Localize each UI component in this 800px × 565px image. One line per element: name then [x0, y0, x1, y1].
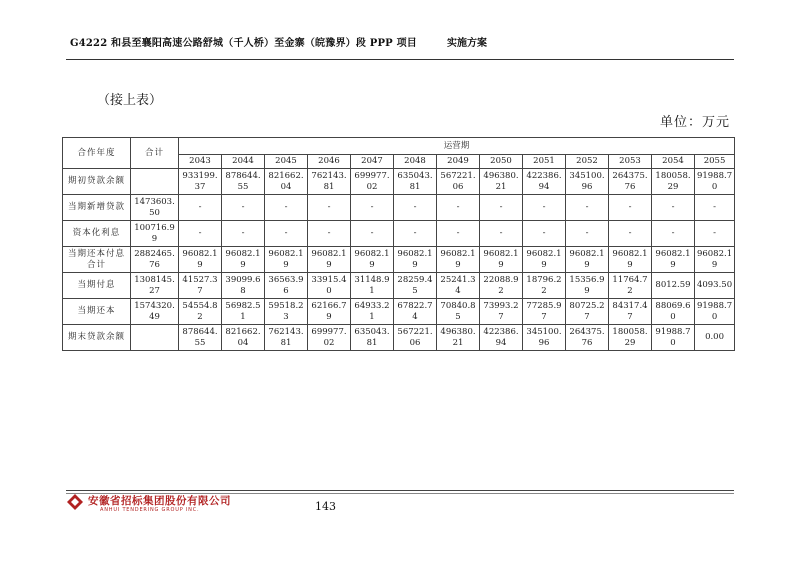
table-cell: 80725.27 — [566, 299, 609, 325]
row-label: 当期还本付息合计 — [63, 247, 131, 273]
table-cell: 36563.96 — [265, 273, 308, 299]
table-cell: 56982.51 — [222, 299, 265, 325]
document-header-title: G4222 和县至襄阳高速公路舒城（千人桥）至金寨（皖豫界）段 PPP 项目 — [70, 38, 417, 49]
table-cell: - — [179, 195, 222, 221]
table-cell: 345100.96 — [523, 325, 566, 351]
table-cell: 96082.19 — [695, 247, 735, 273]
unit-label: 单位：万元 — [659, 115, 730, 130]
table-cell: - — [394, 195, 437, 221]
continued-label: （接上表） — [97, 93, 163, 108]
table-cell: 59518.23 — [265, 299, 308, 325]
table-cell: - — [308, 195, 351, 221]
table-cell: - — [437, 195, 480, 221]
year-header-cell: 2047 — [351, 155, 394, 169]
table-cell: 264375.76 — [566, 325, 609, 351]
table-cell: - — [566, 195, 609, 221]
table-cell: 96082.19 — [394, 247, 437, 273]
table-cell: 70840.85 — [437, 299, 480, 325]
table-cell: 567221.06 — [437, 169, 480, 195]
year-header-cell: 2046 — [308, 155, 351, 169]
table-cell: - — [480, 221, 523, 247]
year-header-cell: 2043 — [179, 155, 222, 169]
year-header-cell: 2051 — [523, 155, 566, 169]
table-cell: - — [609, 195, 652, 221]
table-cell: 422386.94 — [480, 325, 523, 351]
table-cell: 567221.06 — [394, 325, 437, 351]
table-cell: 0.00 — [695, 325, 735, 351]
table-cell: 762143.81 — [265, 325, 308, 351]
table-cell: - — [222, 221, 265, 247]
table-cell: 878644.55 — [222, 169, 265, 195]
table-cell: 31148.91 — [351, 273, 394, 299]
row-label: 当期付息 — [63, 273, 131, 299]
table-cell: 821662.04 — [265, 169, 308, 195]
table-cell: 88069.60 — [652, 299, 695, 325]
row-total — [131, 325, 179, 351]
loan-repayment-table — [62, 137, 735, 351]
company-logo-english: ANHUI TENDERING GROUP INC. — [100, 507, 200, 513]
table-cell: 54554.82 — [179, 299, 222, 325]
table-cell: 345100.96 — [566, 169, 609, 195]
year-header-cell: 2054 — [652, 155, 695, 169]
table-cell: 496380.21 — [480, 169, 523, 195]
table-cell: 496380.21 — [437, 325, 480, 351]
table-cell: - — [695, 221, 735, 247]
table-cell: 33915.40 — [308, 273, 351, 299]
table-cell: - — [308, 221, 351, 247]
table-cell: 878644.55 — [179, 325, 222, 351]
table-cell: 15356.99 — [566, 273, 609, 299]
row-label: 当期还本 — [63, 299, 131, 325]
table-row — [63, 299, 735, 325]
table-cell: 635043.81 — [394, 169, 437, 195]
row-total: 1308145.27 — [131, 273, 179, 299]
table-row — [63, 195, 735, 221]
table-cell: - — [695, 195, 735, 221]
table-cell: 96082.19 — [179, 247, 222, 273]
table-cell: 91988.70 — [695, 299, 735, 325]
table-cell: - — [265, 195, 308, 221]
table-row — [63, 169, 735, 195]
header-total: 合计 — [131, 138, 179, 169]
year-header-cell: 2053 — [609, 155, 652, 169]
row-total: 1574320.49 — [131, 299, 179, 325]
row-total: 100716.99 — [131, 221, 179, 247]
table-cell: - — [351, 221, 394, 247]
table-cell: 22088.92 — [480, 273, 523, 299]
table-cell: 96082.19 — [351, 247, 394, 273]
table-cell: - — [652, 195, 695, 221]
document-header-section: 实施方案 — [447, 38, 487, 49]
table-cell: 96082.19 — [222, 247, 265, 273]
table-cell: 28259.45 — [394, 273, 437, 299]
table-cell: 91988.70 — [652, 325, 695, 351]
company-logo-icon — [66, 493, 84, 511]
table-cell: - — [351, 195, 394, 221]
table-cell: 96082.19 — [265, 247, 308, 273]
table-cell: - — [480, 195, 523, 221]
table-cell: 96082.19 — [437, 247, 480, 273]
table-row — [63, 273, 735, 299]
table-cell: 8012.59 — [652, 273, 695, 299]
year-header-cell: 2050 — [480, 155, 523, 169]
table-cell: 25241.34 — [437, 273, 480, 299]
table-cell: - — [566, 221, 609, 247]
table-cell: 39099.68 — [222, 273, 265, 299]
row-total: 2882465.76 — [131, 247, 179, 273]
table-cell: 821662.04 — [222, 325, 265, 351]
table-cell: 933199.37 — [179, 169, 222, 195]
table-cell: 73993.27 — [480, 299, 523, 325]
row-label: 期末贷款余额 — [63, 325, 131, 351]
table-cell: 635043.81 — [351, 325, 394, 351]
page-number: 143 — [315, 500, 336, 513]
table-cell: 18796.22 — [523, 273, 566, 299]
header-rule — [66, 59, 734, 60]
row-label: 当期新增贷款 — [63, 195, 131, 221]
table-cell: - — [265, 221, 308, 247]
table-cell: 62166.79 — [308, 299, 351, 325]
table-cell: 41527.37 — [179, 273, 222, 299]
table-cell: 96082.19 — [523, 247, 566, 273]
table-cell: 422386.94 — [523, 169, 566, 195]
row-label: 资本化利息 — [63, 221, 131, 247]
table-cell: 84317.47 — [609, 299, 652, 325]
table-cell: 77285.97 — [523, 299, 566, 325]
company-logo-name: 安徽省招标集团股份有限公司 — [88, 495, 231, 507]
table-cell: 699977.02 — [308, 325, 351, 351]
table-cell: - — [523, 221, 566, 247]
table-row — [63, 247, 735, 273]
footer-rule — [66, 490, 734, 491]
table-cell: 96082.19 — [652, 247, 695, 273]
table-cell: 699977.02 — [351, 169, 394, 195]
table-cell: - — [222, 195, 265, 221]
table-cell: - — [523, 195, 566, 221]
table-cell: 96082.19 — [566, 247, 609, 273]
year-header-cell: 2055 — [695, 155, 735, 169]
table-cell: 67822.74 — [394, 299, 437, 325]
table-cell: 96082.19 — [308, 247, 351, 273]
table-cell: 96082.19 — [480, 247, 523, 273]
header-cooperation-year: 合作年度 — [63, 138, 131, 169]
row-total — [131, 169, 179, 195]
table-cell: 180058.29 — [609, 325, 652, 351]
table-cell: - — [179, 221, 222, 247]
table-row — [63, 325, 735, 351]
table-row — [63, 221, 735, 247]
table-cell: 11764.72 — [609, 273, 652, 299]
table-cell: 96082.19 — [609, 247, 652, 273]
table-cell: - — [609, 221, 652, 247]
row-label: 期初贷款余额 — [63, 169, 131, 195]
year-header-cell: 2049 — [437, 155, 480, 169]
year-header-cell: 2052 — [566, 155, 609, 169]
table-cell: - — [652, 221, 695, 247]
table-cell: - — [437, 221, 480, 247]
table-cell: 762143.81 — [308, 169, 351, 195]
year-header-cell: 2045 — [265, 155, 308, 169]
year-header-cell: 2048 — [394, 155, 437, 169]
table-cell: 64933.21 — [351, 299, 394, 325]
row-total: 1473603.50 — [131, 195, 179, 221]
table-cell: 180058.29 — [652, 169, 695, 195]
table-cell: 91988.70 — [695, 169, 735, 195]
year-header-cell: 2044 — [222, 155, 265, 169]
table-cell: - — [394, 221, 437, 247]
header-operation-period: 运营期 — [179, 138, 735, 155]
table-cell: 264375.76 — [609, 169, 652, 195]
table-cell: 4093.50 — [695, 273, 735, 299]
